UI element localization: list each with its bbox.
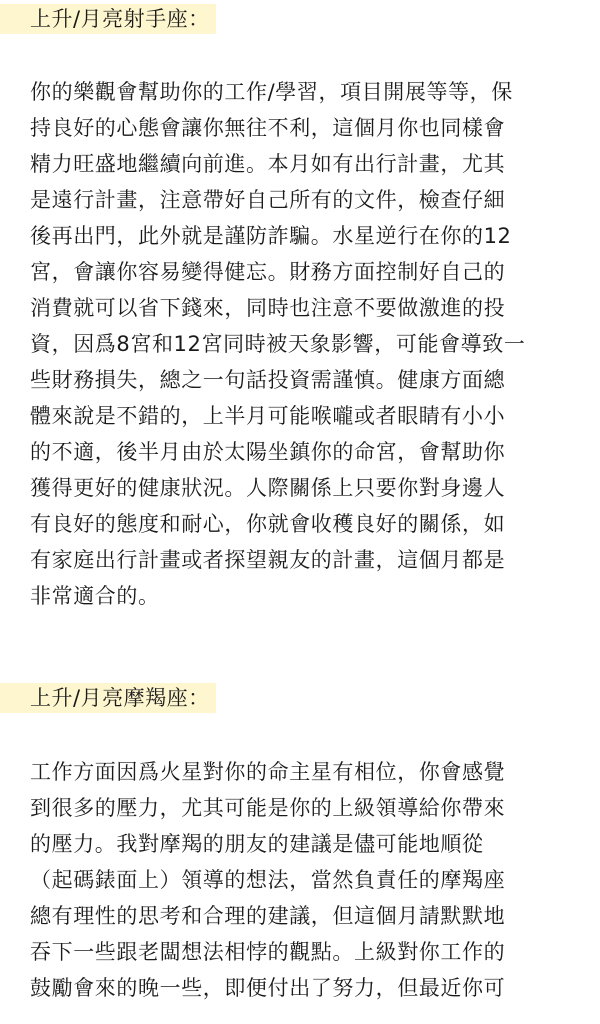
text-line: 工作方面因爲火星對你的命主星有相位，你會感覺 xyxy=(30,760,506,784)
section-capricorn xyxy=(0,683,600,713)
text-line: 總有理性的思考和合理的建議，但這個月請默默地 xyxy=(30,904,506,928)
text-line: 後再出門，此外就是謹防詐騙。水星逆行在你的12 xyxy=(30,224,512,248)
text-line: 的壓力。我對摩羯的朋友的建議是儘可能地順從 xyxy=(30,832,484,856)
text-line: 獲得更好的健康狀況。人際關係上只要你對身邊人 xyxy=(30,476,506,500)
text-line: 鼓勵會來的晚一些，即便付出了努力，但最近你可 xyxy=(30,976,506,1000)
text-line: 持良好的心態會讓你無往不利，這個月你也同樣會 xyxy=(30,116,506,140)
section-heading: 上升/月亮摩羯座： xyxy=(0,683,216,713)
text-line: 些財務損失，總之一句話投資需謹慎。健康方面總 xyxy=(30,368,506,392)
text-line: 精力旺盛地繼續向前進。本月如有出行計畫，尤其 xyxy=(30,152,506,176)
text-line: 你的樂觀會幫助你的工作/學習，項目開展等等，保 xyxy=(30,80,513,104)
text-line: 的不適，後半月由於太陽坐鎮你的命宮，會幫助你 xyxy=(30,440,506,464)
text-line: （起碼錶面上）領導的想法，當然負責任的摩羯座 xyxy=(30,868,506,892)
paragraph xyxy=(0,74,600,614)
text-line: 到很多的壓力，尤其可能是你的上級領導給你帶來 xyxy=(30,796,506,820)
text-line: 有家庭出行計畫或者探望親友的計畫，這個月都是 xyxy=(30,548,506,572)
text-line: 資，因爲8宮和12宮同時被天象影響，可能會導致一 xyxy=(30,332,526,356)
text-line: 吞下一些跟老闆想法相悖的觀點。上級對你工作的 xyxy=(30,940,506,964)
paragraph xyxy=(0,754,600,1006)
text-line: 非常適合的。 xyxy=(30,584,160,608)
section-sagittarius xyxy=(0,4,600,34)
section-heading: 上升/月亮射手座： xyxy=(0,4,216,34)
text-line: 消費就可以省下錢來，同時也注意不要做激進的投 xyxy=(30,296,506,320)
text-line: 有良好的態度和耐心，你就會收穫良好的關係，如 xyxy=(30,512,506,536)
section-capricorn-body xyxy=(0,754,600,1006)
text-line: 宮，會讓你容易變得健忘。財務方面控制好自己的 xyxy=(30,260,506,284)
text-line: 體來說是不錯的，上半月可能喉嚨或者眼睛有小小 xyxy=(30,404,506,428)
text-line: 是遠行計畫，注意帶好自己所有的文件，檢查仔細 xyxy=(30,188,506,212)
section-sagittarius-body xyxy=(0,74,600,614)
